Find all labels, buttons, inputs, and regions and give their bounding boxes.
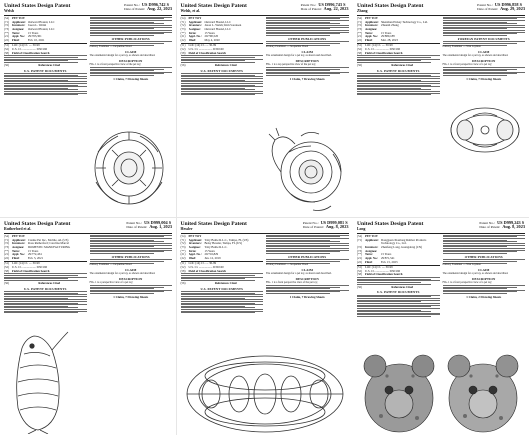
field-title: (54) PET TOY	[180, 15, 202, 20]
field-inventors: (72) Inventors: Betsy Hessler, Tampa, FL (US)	[180, 241, 242, 246]
field-references: (56) References Cited	[357, 284, 414, 289]
right-column	[90, 235, 173, 313]
inventor-name: Long	[357, 227, 366, 232]
patent-number: US D996,858 S	[494, 2, 523, 7]
claim-heading: CLAIM	[478, 49, 490, 54]
claim-heading: CLAIM	[125, 267, 137, 272]
examiner: Primary Examiner — Wan Laymon	[442, 45, 481, 49]
right-column	[443, 17, 526, 95]
claim-text: The ornamental design for a pet toy, as shown and described.	[266, 54, 332, 58]
field-search: (58) Field of Classification Search	[357, 50, 403, 55]
description-intro: FIG. 1 is a front perspective view of the pet toy;	[89, 63, 142, 66]
field-assignee: (73) Assignee: Outward Hound, LLC	[4, 26, 55, 31]
patent-date-label: Date of Patent:	[302, 225, 324, 230]
inventor-name: Welsh	[4, 9, 14, 14]
patent-number: US D999,243 S	[497, 220, 525, 225]
text-block	[443, 235, 526, 254]
claim-text: The ornamental design for a pet toy, as shown and described.	[266, 272, 332, 276]
patent-header	[4, 3, 172, 14]
field-search: (58) Field of Classification Search	[180, 50, 226, 55]
field-search: (58) Field of Classification Search	[4, 268, 50, 273]
field-us-cl: (52) U.S. Cl. .................. D30/160	[357, 268, 401, 273]
refs-subheading: U.S. PATENT DOCUMENTS	[24, 286, 67, 291]
field-locarno: (51) LOC (14) Cl. .... 30-99	[357, 43, 393, 48]
drawing-sheets: 1 Claim, 7 Drawing Sheets	[113, 76, 149, 81]
field-term: (**) Term: 15 Years	[180, 30, 215, 35]
field-term: (**) Term: 15 Years	[4, 30, 39, 35]
description-intro: FIG. 1 is a perspective view of a pet toy;	[89, 281, 134, 284]
field-inventors: (72) Inventors: Jason L. Welsh; Kim Sorensen	[180, 23, 242, 28]
patent-no-label: Patent No.:	[300, 3, 317, 7]
header-rule	[181, 233, 349, 234]
field-us-cl: (52) U.S. Cl. .................. D30/160	[357, 47, 401, 51]
description-heading: DESCRIPTION	[119, 58, 143, 63]
text-block	[181, 273, 264, 280]
patent-title: United States Design Patent	[357, 3, 424, 9]
patent-date-label: Date of Patent:	[124, 7, 146, 12]
field-applicant: (71) Applicant: Outward Hound, LLC	[180, 19, 232, 24]
claim-text: The ornamental design for a pet toy, as shown and described.	[442, 54, 509, 58]
field-references: (56) References Cited	[4, 280, 61, 285]
patent-page	[177, 218, 353, 435]
left-column	[357, 235, 440, 317]
field-locarno: (51) LOC (14) Cl. .... 30-99	[4, 261, 40, 266]
patent-number: US D999,004 S	[144, 220, 172, 225]
text-block	[266, 67, 349, 76]
field-inventors: (72) Inventors: Ross Rutherford; Carolina Marcel	[4, 241, 69, 246]
other-pubs-heading: OTHER PUBLICATIONS	[288, 36, 327, 41]
field-inventors: (72) Inventors: Zhenfeng Long, Guangdong (CN)	[357, 244, 422, 249]
patent-no-label: Patent No.:	[124, 3, 140, 7]
patent-page	[177, 0, 353, 217]
claim-text: The ornamental design for a pet toy, as shown and described.	[89, 272, 156, 276]
field-locarno: (51) LOC (14) Cl. .... 30-99	[357, 265, 393, 269]
other-pubs-heading: FOREIGN PATENT DOCUMENTS	[457, 36, 510, 41]
field-locarno: (51) LOC (14) Cl. .... 30-99	[180, 261, 217, 266]
other-pubs-heading: OTHER PUBLICATIONS	[111, 254, 150, 259]
refs-subheading: U.S. PATENT DOCUMENTS	[377, 68, 420, 73]
header-rule	[181, 15, 349, 16]
patent-page	[353, 0, 529, 217]
patent-date: Aug. 8, 2023	[325, 224, 349, 230]
patent-title: United States Design Patent	[4, 221, 71, 227]
description-intro: FIG. 1 is a front perspective view of a pet toy;	[442, 281, 493, 284]
text-block	[90, 17, 173, 36]
field-appl_no: (21) Appl. No.: 29/790,520	[180, 34, 219, 39]
description-intro: FIG. 1 is a front perspective view of the pet toy;	[266, 281, 318, 284]
inventor-name: Zhang	[357, 9, 368, 14]
patent-date-label: Date of Patent:	[477, 7, 499, 12]
other-pubs-heading: OTHER PUBLICATIONS	[111, 36, 150, 41]
field-filed: (22) Filed: Jun. 12, 2019	[180, 256, 221, 261]
text-block	[181, 55, 264, 62]
text-block	[90, 285, 173, 294]
field-filed: (22) Filed: Feb. 5, 2021	[4, 256, 43, 261]
examiner: Primary Examiner — Jacqueline Wood	[89, 263, 132, 267]
field-us-cl: (52) U.S. Cl. .................. D30/160	[180, 265, 224, 269]
text-block	[443, 17, 526, 36]
right-column	[443, 235, 526, 317]
refs-subheading: U.S. PATENT DOCUMENTS	[24, 68, 67, 73]
patent-no-label: Patent No.:	[479, 221, 496, 225]
claim-heading: CLAIM	[301, 49, 313, 54]
patent-no-label: Patent No.:	[126, 221, 143, 225]
field-us-cl: (52) U.S. Cl. .................. D30/160	[180, 47, 224, 51]
field-term: (**) Term: 15 Years	[357, 30, 392, 35]
text-block	[357, 55, 440, 62]
field-assignee: (73) Assignee: Outward Hound, LLC	[180, 26, 232, 31]
field-search: (58) Field of Classification Search	[180, 268, 226, 273]
right-column	[266, 17, 349, 95]
text-block	[90, 67, 173, 76]
examiner: Primary Examiner — Jacqueline Wood	[89, 45, 132, 49]
other-pubs-heading: OTHER PUBLICATIONS	[464, 254, 503, 259]
patent-title: United States Design Patent	[357, 221, 424, 227]
text-block	[266, 17, 349, 36]
patent-number: US D996,742 S	[141, 2, 170, 7]
claim-text: The ornamental design for a pet toy, as shown and described.	[89, 54, 156, 58]
other-pubs-heading: OTHER PUBLICATIONS	[288, 254, 327, 259]
text-block	[181, 73, 264, 95]
field-assignee: (73) Assignee: DOMESTIC MANUFACTURING	[4, 244, 71, 249]
field-search: (58) Field of Classification Search	[4, 50, 50, 55]
field-title: (54) PET TOY	[357, 233, 378, 238]
left-column	[181, 17, 264, 95]
patent-date: Aug. 22, 2023	[147, 6, 172, 12]
text-block	[357, 73, 440, 95]
right-column	[266, 235, 349, 313]
field-term: (**) Term: 15 Years	[4, 248, 39, 253]
field-references: (56) References Cited	[4, 62, 61, 67]
field-filed: (22) Filed: Feb. 10, 2021	[4, 38, 45, 43]
field-references: (56) References Cited	[180, 280, 237, 285]
field-inventors: (72) Inventors: Jason L. Welsh	[4, 23, 47, 28]
refs-subheading: U.S. PATENT DOCUMENTS	[200, 68, 243, 73]
patent-date: Aug. 8, 2023	[502, 224, 525, 230]
right-column	[90, 17, 173, 95]
patent-date-label: Date of Patent:	[126, 225, 148, 230]
patent-page	[353, 218, 529, 435]
text-block	[266, 235, 349, 254]
field-filed: (22) Filed: Mar. 28, 2023	[357, 38, 398, 43]
left-column	[4, 17, 87, 95]
patent-title: United States Design Patent	[4, 3, 71, 9]
left-column	[357, 17, 440, 95]
field-inventors: (72) Inventors: Zhuanli Zhang	[357, 23, 399, 28]
field-assignee: (73) Assignee:	[357, 26, 378, 31]
text-block	[357, 277, 440, 284]
field-term: (**) Term: 15 Years	[180, 248, 215, 253]
refs-subheading: U.S. PATENT DOCUMENTS	[377, 290, 420, 295]
text-block	[181, 291, 264, 313]
text-block	[357, 295, 440, 317]
text-block	[4, 273, 87, 280]
patent-page	[0, 0, 176, 217]
patent-number: US D996,743 S	[318, 2, 346, 7]
field-appl_no: (21) Appl. No.: 29/716,829	[180, 252, 219, 257]
header-rule	[4, 15, 172, 16]
field-filed: (22) Filed: May 4, 2020	[180, 38, 220, 43]
field-applicant: (71) Applicant: Toby Battie R.L.C., Tampa, FL (US)	[180, 237, 249, 242]
description-heading: DESCRIPTION	[295, 276, 319, 281]
left-column	[181, 235, 264, 313]
patent-date: Aug. 1, 2023	[149, 224, 172, 230]
toy-fish-figure	[2, 328, 72, 434]
text-block	[4, 55, 87, 62]
examiner: Primary Examiner — Wan Laymon	[442, 263, 481, 267]
field-term: (**) Term: 15 Years	[357, 252, 392, 257]
description-intro: FIG. 1 is a front perspective view of a pet toy;	[442, 63, 493, 66]
field-references: (56) References Cited	[357, 62, 414, 67]
header-rule	[4, 233, 172, 234]
text-block	[4, 73, 87, 95]
patent-date-label: Date of Patent:	[479, 225, 501, 230]
description-heading: DESCRIPTION	[295, 58, 319, 63]
toy-bear-figure	[357, 346, 527, 434]
patent-header	[357, 221, 525, 232]
patent-page	[0, 218, 176, 435]
text-block	[443, 285, 526, 294]
patent-header	[181, 221, 349, 232]
inventor-name: Welsh, et al.	[180, 9, 201, 14]
patent-header	[357, 3, 525, 14]
patent-date-label: Date of Patent:	[300, 7, 322, 12]
field-locarno: (51) LOC (14) Cl. .... 30-99	[180, 43, 217, 48]
field-assignee: (73) Assignee: Toby Battie R.L.C.	[180, 244, 228, 249]
field-appl_no: (21) Appl. No.: 29/763,301	[4, 34, 42, 39]
field-title: (54) PET TOY	[4, 15, 25, 20]
description-heading: DESCRIPTION	[472, 58, 496, 63]
inventor-name: Hessler	[180, 227, 193, 232]
patent-number: US D999,081 S	[320, 220, 348, 225]
toy-sphere-figure	[179, 336, 351, 434]
header-rule	[357, 15, 525, 16]
drawing-sheets: 1 Claim, 2 Drawing Sheets	[466, 294, 502, 299]
claim-heading: CLAIM	[125, 49, 137, 54]
field-assignee: (73) Assignee:	[357, 248, 378, 253]
field-references: (56) References Cited	[180, 62, 237, 67]
field-applicant: (71) Applicant: Outward Hound, LLC	[4, 19, 55, 24]
toy-ball-figure	[261, 124, 349, 214]
patent-header	[181, 3, 349, 14]
left-column	[4, 235, 87, 313]
patent-title: United States Design Patent	[180, 221, 247, 227]
field-filed: (22) Filed: Feb. 15, 2023	[357, 259, 398, 264]
description-heading: DESCRIPTION	[119, 276, 143, 281]
field-appl_no: (21) Appl. No.: 29/871,541	[357, 256, 395, 261]
description-intro: FIG. 1 is a top perspective view of the pet toy;	[266, 63, 316, 66]
patent-date: Aug. 22, 2023	[323, 6, 349, 12]
patent-title: United States Design Patent	[180, 3, 247, 9]
drawing-sheets: 1 Claim, 7 Drawing Sheets	[466, 76, 502, 81]
field-title: (54) PET TOY	[180, 233, 202, 238]
toy-chew-figure	[445, 100, 527, 160]
claim-heading: CLAIM	[301, 267, 313, 272]
field-search: (58) Field of Classification Search	[357, 272, 403, 277]
text-block	[4, 291, 87, 313]
field-appl_no: (21) Appl. No.: 29/772,434	[4, 252, 42, 257]
field-title: (54) PET TOY	[4, 233, 25, 238]
patent-date: Aug. 29, 2023	[500, 6, 525, 12]
field-us-cl: (52) U.S. Cl. .................. D30/160	[4, 47, 48, 51]
toy-ring-figure	[86, 122, 172, 214]
drawing-sheets: 1 Claim, 7 Drawing Sheets	[289, 76, 325, 81]
text-block	[90, 235, 173, 254]
header-rule	[357, 233, 525, 234]
field-us-cl: (52) U.S. Cl. .................. D30/160	[4, 265, 48, 269]
claim-text: The ornamental design for a pet toy, as shown and described.	[442, 272, 509, 276]
field-appl_no: (21) Appl. No.: 29/880,188	[357, 34, 395, 39]
drawing-sheets: 1 Claim, 7 Drawing Sheets	[113, 294, 149, 299]
inventor-name: Rutherford et al.	[4, 227, 32, 232]
field-title: (54) PET TOY	[357, 15, 378, 20]
claim-heading: CLAIM	[478, 267, 490, 272]
examiner: Primary Examiner — Jacqueline Wood	[266, 45, 309, 49]
text-block	[443, 67, 526, 76]
examiner: Primary Examiner — Jacqueline Wood	[266, 263, 309, 267]
field-applicant: (71) Applicant: Shenzhen Pickay Technology Co., Ltd.	[357, 19, 428, 24]
text-block	[266, 285, 349, 294]
patent-header	[4, 221, 172, 232]
patent-no-label: Patent No.:	[477, 3, 493, 7]
field-applicant: (71) Applicant: Canine Pet Inc., Mobile, AL (US)	[4, 237, 69, 242]
patent-no-label: Patent No.:	[302, 221, 319, 225]
description-heading: DESCRIPTION	[472, 276, 496, 281]
drawing-sheets: 1 Claim, 7 Drawing Sheets	[289, 294, 325, 299]
refs-subheading: U.S. PATENT DOCUMENTS	[200, 286, 243, 291]
field-applicant: (71) Applicant: Dongguan Xianlong Rubber Products Technology Co., Ltd.	[357, 237, 427, 246]
field-locarno: (51) LOC (14) Cl. .... 30-99	[4, 43, 40, 48]
